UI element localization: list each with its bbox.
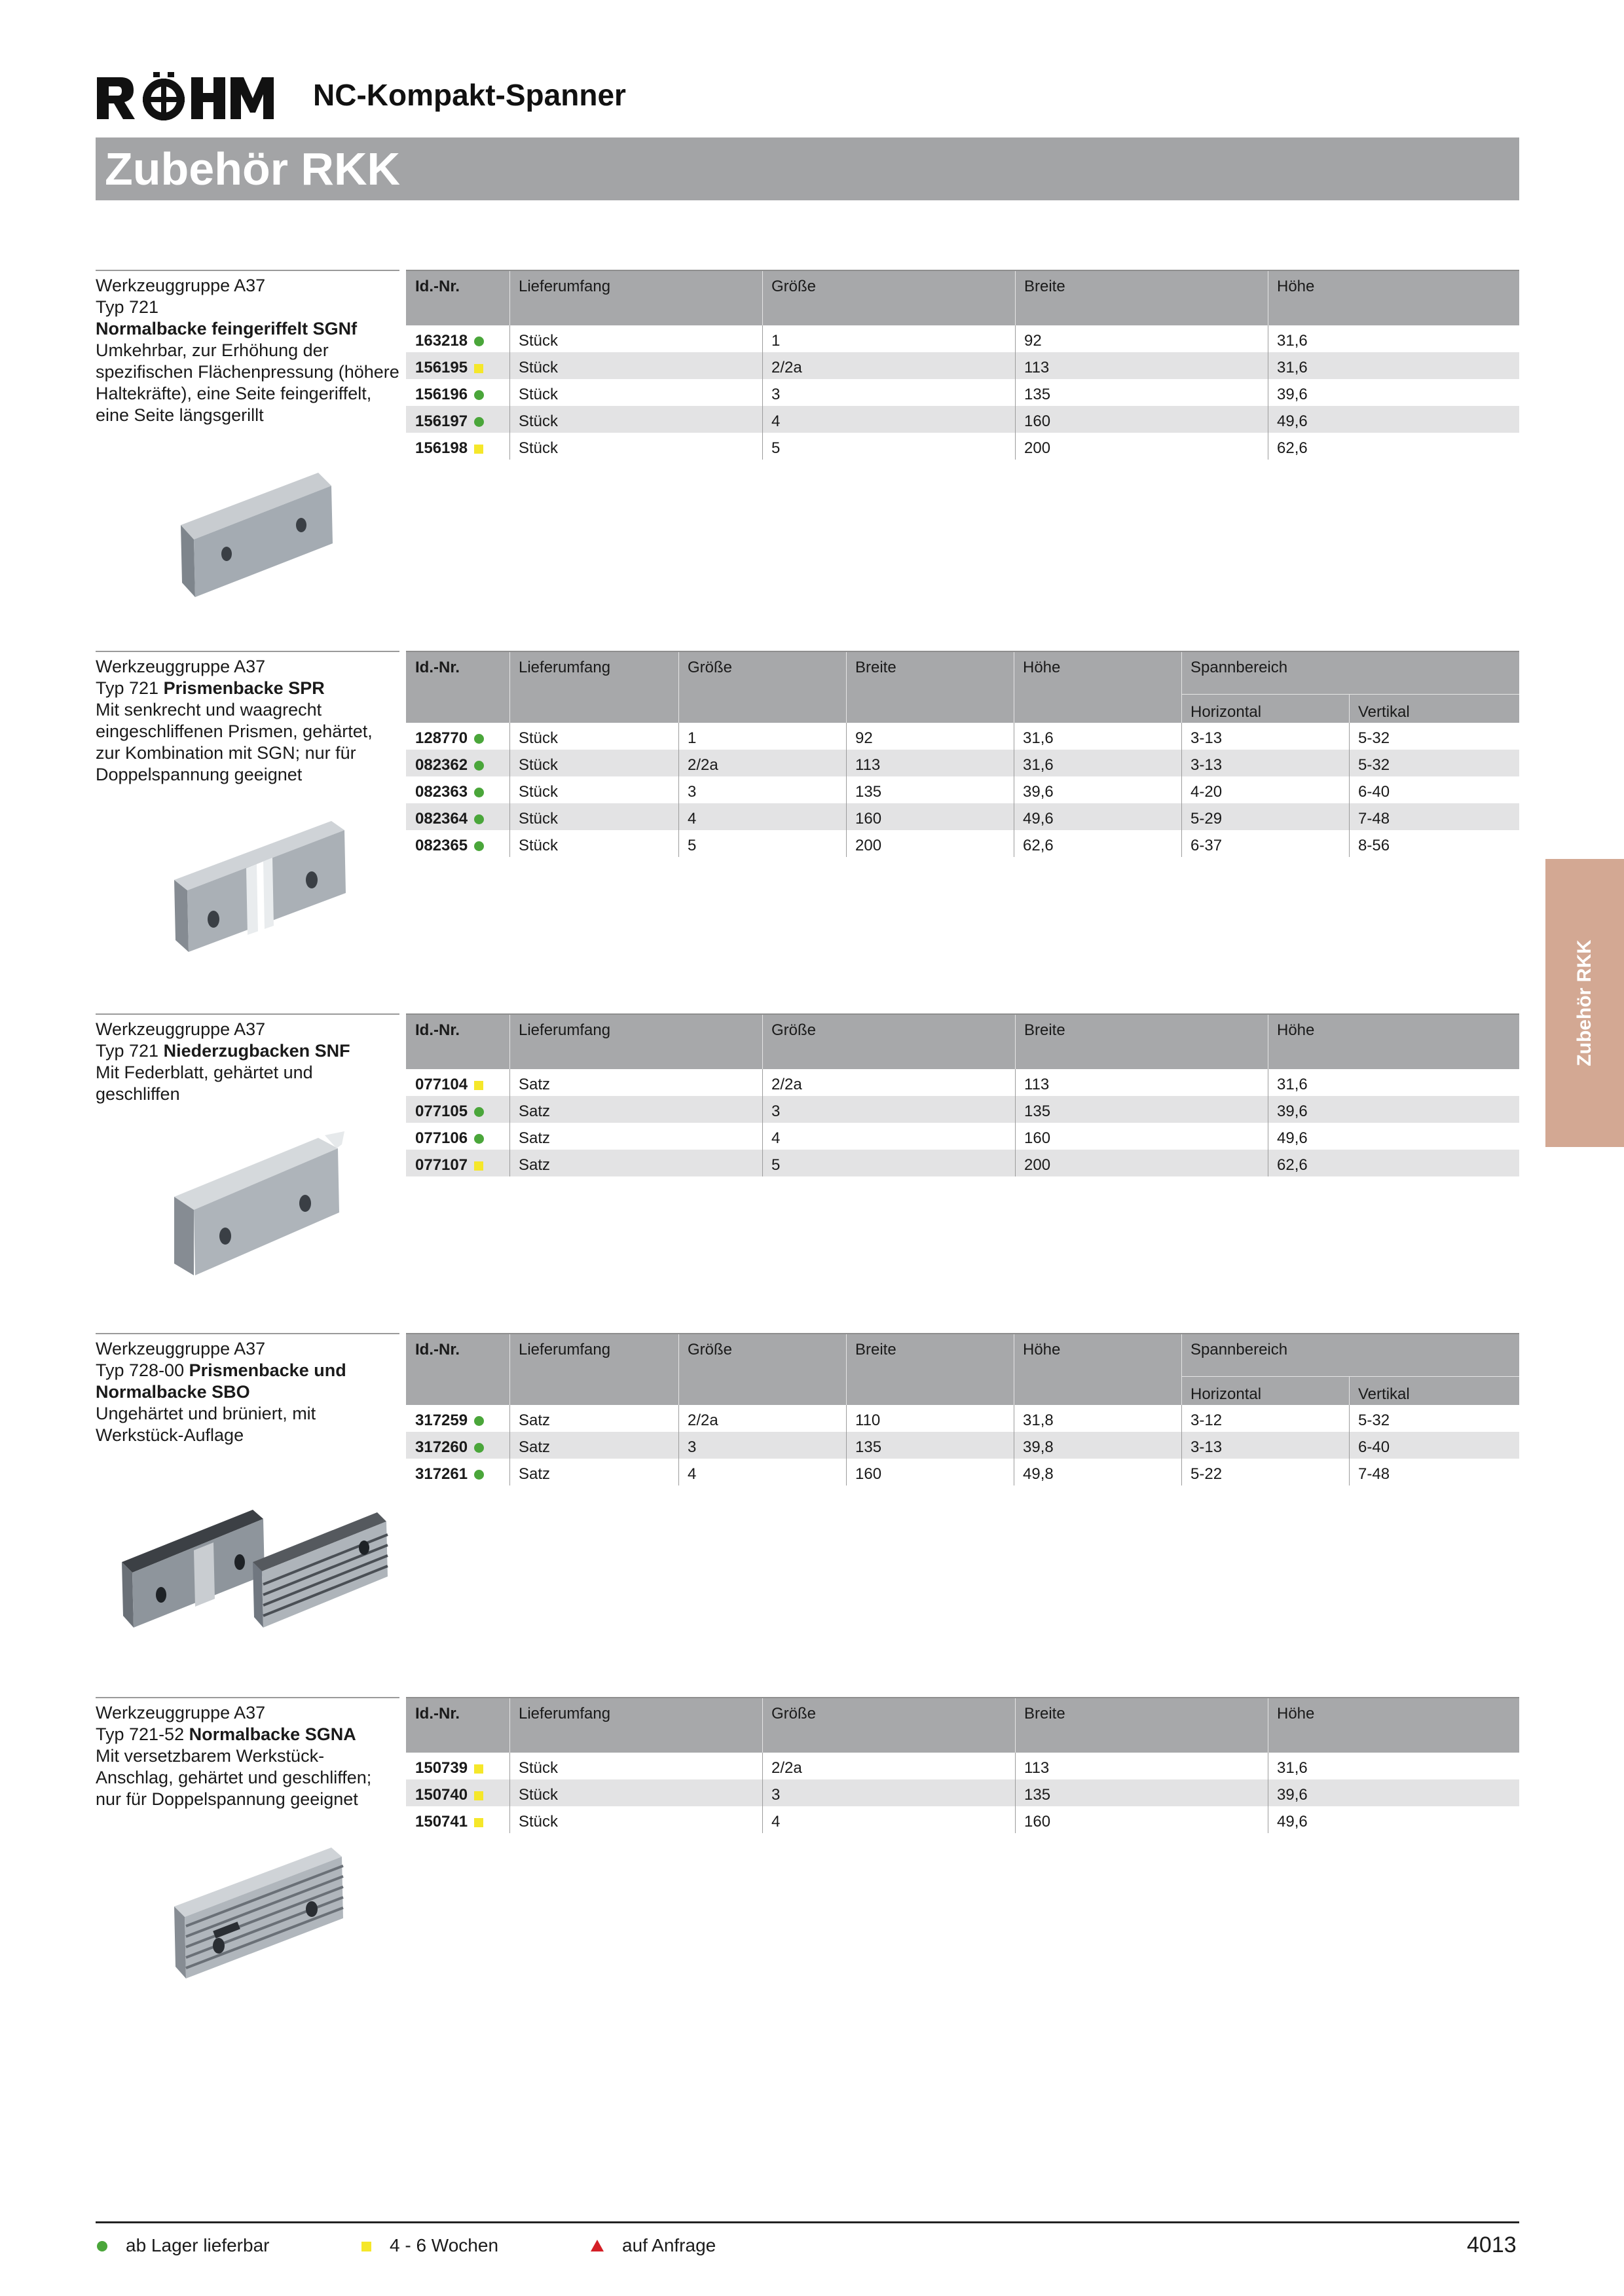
table-row: [406, 1806, 1519, 1833]
col-header-id: Id.-Nr.: [415, 1705, 460, 1722]
col-subheader-horizontal: Horizontal: [1190, 703, 1262, 721]
table-header: [406, 1697, 1519, 1753]
cell-id: [415, 1102, 484, 1121]
table-cell: 31,6: [1023, 729, 1054, 747]
table-cell: 113: [1024, 1759, 1050, 1777]
id-number: 317259: [415, 1412, 468, 1429]
product-image-sgna: [109, 1821, 410, 1992]
yellow-square-icon: [474, 1081, 483, 1090]
table-cell: Satz: [519, 1156, 551, 1174]
table-cell: 160: [855, 1465, 882, 1483]
page-title: Zubehör RKK: [96, 137, 1519, 200]
legend-weeks: [361, 2235, 498, 2256]
col-header-scope: Lieferumfang: [519, 1341, 611, 1358]
table-row: [406, 1123, 1519, 1150]
table-cell: 1: [771, 332, 781, 350]
product-table-sgna: [406, 1697, 1519, 1833]
col-header-scope: Lieferumfang: [519, 659, 611, 676]
table-row: [406, 750, 1519, 776]
table-row: [406, 1150, 1519, 1176]
type-text: Typ 721-52: [96, 1724, 185, 1744]
product-name: Prismenbacke und Normalbacke SBO: [96, 1360, 346, 1402]
table-cell: 31,6: [1277, 1759, 1308, 1777]
tool-group: Werkzeuggruppe A37: [96, 276, 266, 295]
col-header-height: Höhe: [1277, 1705, 1315, 1722]
legend-label: 4 - 6 Wochen: [390, 2235, 499, 2255]
table-cell: 39,6: [1277, 1786, 1308, 1804]
cell-id: [415, 729, 484, 748]
cell-id: [415, 386, 484, 404]
table-cell: 49,8: [1023, 1465, 1054, 1483]
table-row: [406, 406, 1519, 433]
cell-id: [415, 756, 484, 774]
red-triangle-icon: [591, 2235, 604, 2256]
footer-rule: [96, 2221, 1519, 2223]
cell-id: [415, 837, 484, 855]
product-details: Mit Federblatt, gehärtet und geschliffen: [96, 1063, 313, 1104]
col-header-height: Höhe: [1023, 659, 1061, 676]
green-dot-icon: [474, 734, 484, 744]
table-cell: 135: [855, 783, 882, 801]
table-cell: 4: [688, 810, 697, 828]
product-details: Mit versetzbarem Werkstück-Anschlag, gehärtet und geschliffen; nur für Doppelspannung geeignet: [96, 1746, 372, 1809]
id-number: 077107: [415, 1156, 468, 1174]
roehm-logo: [96, 72, 275, 124]
green-dot-icon: [97, 2235, 107, 2256]
col-header-width: Breite: [855, 659, 896, 676]
cell-id: [415, 1129, 484, 1148]
table-cell: Stück: [519, 729, 559, 747]
yellow-square-icon: [474, 1818, 483, 1827]
table-cell: 49,6: [1023, 810, 1054, 828]
table-cell: 160: [1024, 1129, 1051, 1147]
side-tab-label: Zubehör RKK: [1574, 939, 1595, 1066]
table-cell: 31,6: [1277, 332, 1308, 350]
table-cell: Stück: [519, 1813, 559, 1831]
cell-id: [415, 359, 483, 377]
type-text: Typ 721: [96, 678, 159, 698]
table-row: [406, 1459, 1519, 1485]
id-number: 082365: [415, 837, 468, 854]
green-dot-icon: [474, 417, 484, 427]
table-row: [406, 1096, 1519, 1123]
table-cell: 49,6: [1277, 1813, 1308, 1831]
type-text: Typ 728-00: [96, 1360, 185, 1380]
table-cell: 39,8: [1023, 1438, 1054, 1456]
product-image-spr: [109, 795, 410, 965]
legend-label: ab Lager lieferbar: [126, 2235, 270, 2255]
table-cell: 7-48: [1358, 1465, 1390, 1483]
table-cell: 160: [855, 810, 882, 828]
id-number: 317261: [415, 1465, 468, 1483]
id-number: 163218: [415, 332, 468, 350]
table-cell: Satz: [519, 1129, 551, 1147]
table-body: [406, 1069, 1519, 1176]
col-header-scope: Lieferumfang: [519, 1021, 611, 1039]
type-line: [96, 678, 399, 699]
table-cell: 3: [771, 1786, 781, 1804]
id-number: 082364: [415, 810, 468, 828]
col-header-width: Breite: [1024, 278, 1065, 295]
product-description: [96, 651, 399, 786]
table-cell: 6-37: [1190, 837, 1223, 854]
table-row: [406, 1432, 1519, 1459]
table-body: [406, 325, 1519, 460]
table-body: [406, 1753, 1519, 1833]
col-header-scope: Lieferumfang: [519, 278, 611, 295]
product-image-snf: [109, 1112, 410, 1282]
id-number: 156198: [415, 439, 468, 457]
product-details: Mit senkrecht und waagrecht eingeschliffenen Prismen, gehärtet, zur Kombination mit SGN; nur für Doppelspannung geeignet: [96, 700, 373, 784]
table-header: [406, 270, 1519, 325]
table-cell: 110: [855, 1412, 881, 1429]
table-cell: Satz: [519, 1438, 551, 1456]
table-cell: 4: [771, 412, 781, 430]
table-cell: 8-56: [1358, 837, 1390, 854]
table-cell: 4: [771, 1129, 781, 1147]
cell-id: [415, 1759, 483, 1777]
col-header-width: Breite: [855, 1341, 896, 1358]
product-table-spr: [406, 651, 1519, 857]
table-cell: 6-40: [1358, 783, 1390, 801]
table-cell: Stück: [519, 332, 559, 350]
table-header: [406, 1333, 1519, 1405]
green-dot-icon: [474, 337, 484, 346]
product-table-sgnf: [406, 270, 1519, 460]
type-line: Typ 721: [96, 297, 159, 317]
green-dot-icon: [474, 1107, 484, 1117]
table-cell: 1: [688, 729, 697, 747]
table-row: [406, 1069, 1519, 1096]
table-cell: 4: [688, 1465, 697, 1483]
id-number: 156195: [415, 359, 468, 376]
table-cell: Stück: [519, 386, 559, 403]
table-row: [406, 723, 1519, 750]
table-row: [406, 776, 1519, 803]
product-table-sbo: [406, 1333, 1519, 1485]
table-cell: 62,6: [1023, 837, 1054, 854]
table-cell: 5: [771, 439, 781, 457]
table-cell: 2/2a: [771, 1759, 802, 1777]
table-cell: Stück: [519, 412, 559, 430]
table-cell: Stück: [519, 359, 559, 376]
table-cell: 3-13: [1190, 1438, 1223, 1456]
table-cell: 200: [1024, 1156, 1051, 1174]
cell-id: [415, 1813, 483, 1831]
id-number: 150739: [415, 1759, 468, 1777]
col-header-width: Breite: [1024, 1705, 1065, 1722]
table-cell: 3-13: [1190, 756, 1223, 774]
table-cell: 200: [1024, 439, 1051, 457]
table-cell: 31,6: [1023, 756, 1054, 774]
type-line: [96, 1040, 399, 1062]
table-cell: 5-32: [1358, 1412, 1390, 1429]
table-row: [406, 325, 1519, 352]
table-cell: 200: [855, 837, 882, 854]
table-cell: Satz: [519, 1102, 551, 1120]
side-register-tab[interactable]: [1545, 859, 1624, 1147]
cell-id: [415, 439, 483, 458]
table-cell: 113: [1024, 359, 1050, 376]
table-cell: 3-13: [1190, 729, 1223, 747]
product-image-sbo: [109, 1464, 410, 1634]
col-header-clamping-range: Spannbereich: [1190, 659, 1288, 676]
id-number: 077105: [415, 1102, 468, 1120]
table-cell: Stück: [519, 837, 559, 854]
col-header-clamping-range: Spannbereich: [1190, 1341, 1288, 1358]
green-dot-icon: [474, 814, 484, 824]
table-body: [406, 723, 1519, 857]
table-row: [406, 1753, 1519, 1779]
id-number: 128770: [415, 729, 468, 747]
col-header-size: Größe: [688, 659, 733, 676]
id-number: 082363: [415, 783, 468, 801]
cell-id: [415, 332, 484, 350]
col-header-id: Id.-Nr.: [415, 659, 460, 676]
table-cell: Stück: [519, 439, 559, 457]
green-dot-icon: [474, 1443, 484, 1453]
id-number: 150741: [415, 1813, 468, 1831]
table-cell: Stück: [519, 810, 559, 828]
yellow-square-icon: [474, 1764, 483, 1774]
green-dot-icon: [474, 761, 484, 771]
product-description: [96, 1333, 399, 1446]
legend-label: auf Anfrage: [622, 2235, 716, 2255]
product-name: Normalbacke feingeriffelt SGNf: [96, 319, 358, 338]
table-cell: 7-48: [1358, 810, 1390, 828]
product-description: [96, 270, 399, 426]
table-cell: 49,6: [1277, 1129, 1308, 1147]
table-cell: 92: [855, 729, 873, 747]
table-cell: 49,6: [1277, 412, 1308, 430]
id-number: 150740: [415, 1786, 468, 1804]
col-header-size: Größe: [771, 278, 817, 295]
col-header-id: Id.-Nr.: [415, 1341, 460, 1358]
col-header-size: Größe: [771, 1021, 817, 1039]
tool-group: Werkzeuggruppe A37: [96, 657, 266, 676]
table-cell: 135: [1024, 1102, 1051, 1120]
document-title: NC-Kompakt-Spanner: [313, 78, 626, 112]
col-header-height: Höhe: [1277, 1021, 1315, 1039]
col-header-height: Höhe: [1277, 278, 1315, 295]
tool-group: Werkzeuggruppe A37: [96, 1339, 266, 1358]
product-name: Normalbacke SGNA: [189, 1724, 356, 1744]
green-dot-icon: [474, 788, 484, 797]
yellow-square-icon: [474, 445, 483, 454]
cell-id: [415, 1156, 483, 1175]
table-cell: 31,6: [1277, 359, 1308, 376]
col-header-height: Höhe: [1023, 1341, 1061, 1358]
table-cell: Stück: [519, 1786, 559, 1804]
col-header-width: Breite: [1024, 1021, 1065, 1039]
tool-group: Werkzeuggruppe A37: [96, 1703, 266, 1722]
table-cell: 62,6: [1277, 439, 1308, 457]
table-cell: 2/2a: [688, 1412, 718, 1429]
table-cell: 2/2a: [771, 359, 802, 376]
col-header-id: Id.-Nr.: [415, 278, 460, 295]
table-cell: 5-32: [1358, 729, 1390, 747]
cell-id: [415, 1412, 484, 1430]
table-cell: 3: [688, 1438, 697, 1456]
legend-available: [97, 2235, 269, 2256]
col-header-id: Id.-Nr.: [415, 1021, 460, 1039]
table-cell: 39,6: [1023, 783, 1054, 801]
table-cell: Stück: [519, 783, 559, 801]
col-header-size: Größe: [688, 1341, 733, 1358]
table-cell: 39,6: [1277, 1102, 1308, 1120]
green-dot-icon: [474, 1416, 484, 1426]
table-cell: 31,8: [1023, 1412, 1054, 1429]
id-number: 082362: [415, 756, 468, 774]
table-cell: 160: [1024, 412, 1051, 430]
yellow-square-icon: [474, 364, 483, 373]
id-number: 077106: [415, 1129, 468, 1147]
product-details: Umkehrbar, zur Erhöhung der spezifischen Flächenpressung (höhere Haltekräfte), eine Seite feingeriffelt, eine Seite längsgerillt: [96, 340, 399, 425]
product-description: [96, 1013, 399, 1105]
table-cell: 3: [771, 386, 781, 403]
product-image-sgnf: [109, 433, 410, 604]
table-cell: 5-32: [1358, 756, 1390, 774]
cell-id: [415, 1786, 483, 1804]
table-cell: 4-20: [1190, 783, 1223, 801]
table-cell: 62,6: [1277, 1156, 1308, 1174]
table-cell: Stück: [519, 756, 559, 774]
table-row: [406, 1779, 1519, 1806]
cell-id: [415, 1076, 483, 1094]
yellow-square-icon: [361, 2235, 371, 2256]
table-cell: 135: [1024, 386, 1051, 403]
table-row: [406, 352, 1519, 379]
table-cell: Satz: [519, 1412, 551, 1429]
product-details: Ungehärtet und brüniert, mit Werkstück-Auflage: [96, 1404, 316, 1445]
table-cell: 3: [688, 783, 697, 801]
legend-request: [591, 2235, 716, 2256]
table-cell: 31,6: [1277, 1076, 1308, 1093]
table-header: [406, 1013, 1519, 1069]
type-line: [96, 1724, 399, 1745]
table-cell: 113: [855, 756, 881, 774]
col-header-size: Größe: [771, 1705, 817, 1722]
table-cell: 3: [771, 1102, 781, 1120]
table-cell: 39,6: [1277, 386, 1308, 403]
col-subheader-vertical: Vertikal: [1358, 1385, 1410, 1403]
table-row: [406, 803, 1519, 830]
cell-id: [415, 810, 484, 828]
green-dot-icon: [474, 1134, 484, 1144]
table-cell: Satz: [519, 1076, 551, 1093]
id-number: 317260: [415, 1438, 468, 1456]
green-dot-icon: [474, 841, 484, 851]
yellow-square-icon: [474, 1791, 483, 1800]
type-text: Typ 721: [96, 1041, 159, 1061]
table-cell: 5-22: [1190, 1465, 1223, 1483]
table-row: [406, 1405, 1519, 1432]
cell-id: [415, 1465, 484, 1484]
product-name: Niederzugbacken SNF: [163, 1041, 350, 1061]
yellow-square-icon: [474, 1161, 483, 1171]
table-cell: 160: [1024, 1813, 1051, 1831]
table-cell: 113: [1024, 1076, 1050, 1093]
col-header-scope: Lieferumfang: [519, 1705, 611, 1722]
table-cell: 4: [771, 1813, 781, 1831]
roehm-logo-graphic: [96, 72, 275, 124]
tool-group: Werkzeuggruppe A37: [96, 1019, 266, 1039]
col-subheader-horizontal: Horizontal: [1190, 1385, 1262, 1403]
table-row: [406, 830, 1519, 857]
table-cell: Satz: [519, 1465, 551, 1483]
table-row: [406, 433, 1519, 460]
table-body: [406, 1405, 1519, 1485]
table-cell: 135: [1024, 1786, 1051, 1804]
id-number: 077104: [415, 1076, 468, 1093]
col-subheader-vertical: Vertikal: [1358, 703, 1410, 721]
table-cell: 2/2a: [771, 1076, 802, 1093]
table-header: [406, 651, 1519, 723]
table-cell: 92: [1024, 332, 1042, 350]
page-number: 4013: [1467, 2232, 1517, 2257]
cell-id: [415, 783, 484, 801]
table-cell: 6-40: [1358, 1438, 1390, 1456]
table-cell: 135: [855, 1438, 882, 1456]
table-cell: 5-29: [1190, 810, 1223, 828]
product-name: Prismenbacke SPR: [163, 678, 325, 698]
product-table-snf: [406, 1013, 1519, 1176]
green-dot-icon: [474, 1470, 484, 1480]
type-line: [96, 1360, 399, 1403]
table-cell: Stück: [519, 1759, 559, 1777]
id-number: 156197: [415, 412, 468, 430]
green-dot-icon: [474, 390, 484, 400]
id-number: 156196: [415, 386, 468, 403]
table-cell: 3-12: [1190, 1412, 1223, 1429]
cell-id: [415, 412, 484, 431]
product-description: [96, 1697, 399, 1810]
table-cell: 5: [771, 1156, 781, 1174]
table-cell: 2/2a: [688, 756, 718, 774]
cell-id: [415, 1438, 484, 1457]
table-row: [406, 379, 1519, 406]
table-cell: 5: [688, 837, 697, 854]
